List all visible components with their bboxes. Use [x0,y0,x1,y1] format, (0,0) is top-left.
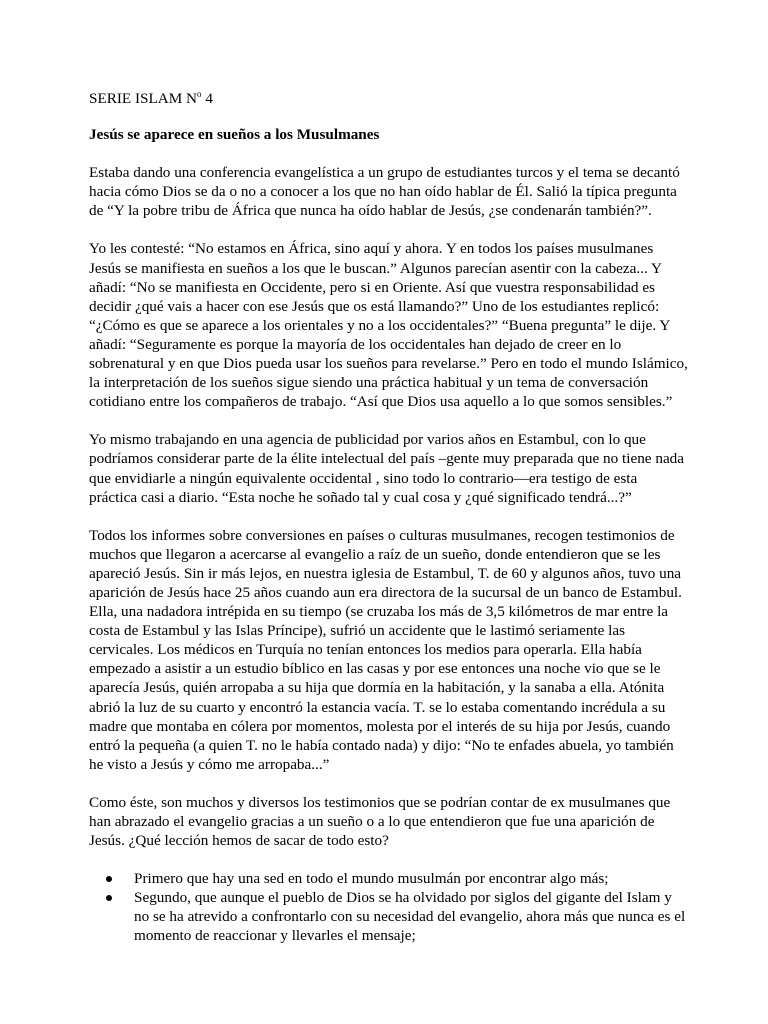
bullet-icon [106,895,112,901]
series-title-superscript: o [197,89,202,99]
paragraph-1: Estaba dando una conferencia evangelística a un grupo de estudiantes turcos y el tema se decantó hacia cómo Dios se da o no a conocer a los que no han oído hablar de Él. Salió la típica pregunta de “Y la pobre tribu de África que nunca ha oído hablar de Jesús, ¿se condenarán también?”. [89,164,680,220]
bullet-text: Segundo, que aunque el pueblo de Dios se ha olvidado por siglos del gigante del Islam y no se ha atrevido a confrontarlo con su necesidad del evangelio, ahora más que nunca es el momento de reaccionar y llevarles el mensaje; [134,889,686,945]
bullet-list [89,869,689,945]
document-heading: Jesús se aparece en sueños a los Musulmanes [89,126,380,144]
series-title [89,89,689,108]
list-item [89,869,689,888]
bullet-text: Primero que hay una sed en todo el mundo musulmán por encontrar algo más; [134,870,609,888]
document-page [89,89,689,946]
bullet-icon [106,876,112,882]
series-title-number: 4 [201,90,213,107]
list-item [89,888,689,945]
paragraph-2: Yo les contesté: “No estamos en África, sino aquí y ahora. Y en todos los países musulmanes Jesús se manifiesta en sueños a los que le buscan.” Algunos parecían asentir con la cabeza... Y añadí: “No se manifiesta en Occidente, pero si en Oriente. Así que vuestra responsabilidad es decidir ¿qué vais a hacer con ese Jesús que os está llamando?” Uno de los estudiantes replicó: “¿Cómo es que se aparece a los orientales y no a los occidentales?” “Buena pregunta” le dije. Y añadí: “Seguramente es porque la mayoría de los occidentales han dejado de creer en lo sobrenatural y en que Dios pueda usar los sueños para revelarse.” Pero en todo el mundo Islámico, la interpretación de los sueños sigue siendo una práctica habitual y un tema de conversación cotidiano entre los compañeros de trabajo. “Así que Dios usa aquello a lo que somos sensibles.” [89,240,688,411]
paragraph-5: Como éste, son muchos y diversos los testimonios que se podrían contar de ex musulmanes que han abrazado el evangelio gracias a un sueño o a lo que entendieron que fue una aparición de Jesús. ¿Qué lección hemos de sacar de todo esto? [89,793,671,850]
series-title-text: SERIE ISLAM N [89,90,198,107]
paragraph-3: Yo mismo trabajando en una agencia de publicidad por varios años en Estambul, con lo que podríamos considerar parte de la élite intelectual del país –gente muy preparada que no tiene nada que envidiarle a ningún equivalente occidental , sino todo lo contrario—era testigo de esta práctica casi a diario. “Esta noche he soñado tal y cual cosa y ¿qué significado tendrá...?” [89,431,685,506]
paragraph-4: Todos los informes sobre conversiones en países o culturas musulmanes, recogen testimonios de muchos que llegaron a acercarse al evangelio a raíz de un sueño, donde entendieron que se les apareció Jesús. Sin ir más lejos, en nuestra iglesia de Estambul, T. de 60 y algunos años, tuvo una aparición de Jesús hace 25 años cuando aun era directora de la sucursal de un banco de Estambul. Ella, una nadadora intrépida en su tiempo (se cruzaba los más de 3,5 kilómetros de mar entre la costa de Estambul y las Islas Príncipe), sufrió un accidente que le lastimó seriamente las cervicales. Los médicos en Turquía no tenían entonces los medios para operarla. Ella había empezado a asistir a un estudio bíblico en las casas y por ese entonces una noche vio que se le aparecía Jesús, quién arropaba a su hija que dormía en la habitación, y la sanaba a ella. Atónita abrió la luz de su cuarto y encontró la estancia vacía. T. se lo estaba comentando incrédula a su madre que montaba en cólera por momentos, molesta por el interés de su hija por Jesús, cuando entró la pequeña (a quien T. no le había contado nada) y dijo: “No te enfades abuela, yo también he visto a Jesús y cómo me arropaba...” [89,526,682,773]
